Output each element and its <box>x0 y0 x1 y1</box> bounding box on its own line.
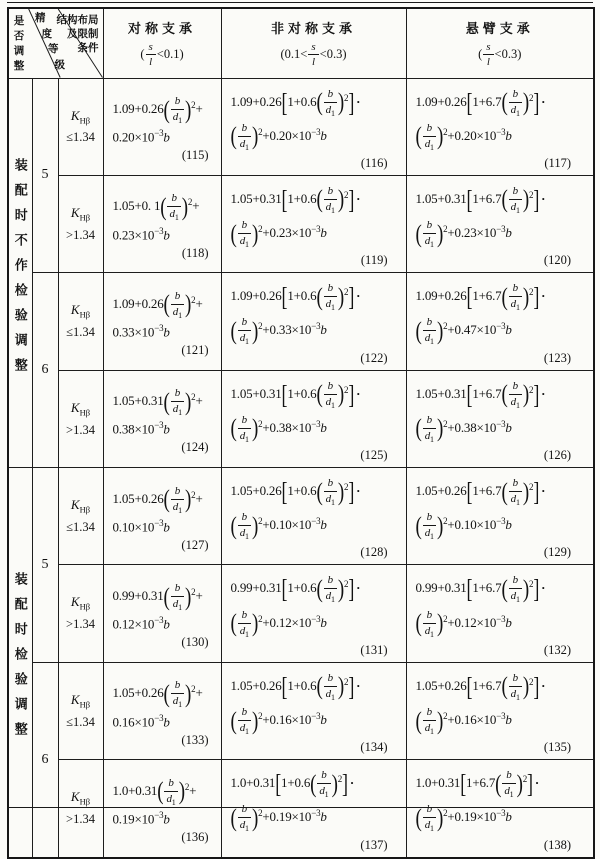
equation-number: (128) <box>360 545 388 560</box>
equation-number: (133) <box>181 732 209 747</box>
column-condition: (0.1< $\frac{s}{l}$ <0.3) <box>280 41 347 69</box>
table-row <box>8 273 594 370</box>
table-row <box>8 175 594 272</box>
equation-number: (117) <box>544 155 571 170</box>
equation-number: (130) <box>181 635 209 650</box>
header-corner-cell <box>8 8 103 78</box>
formula-cell: 0.99+0.31( $\frac{b}{d_1}$ )$^2$+ $0.12\times 10^{-3}b$ (130) <box>103 565 221 662</box>
equation-number: (134) <box>360 740 388 755</box>
grade-cell: 5 <box>32 78 58 273</box>
formula-cell: 1.0+0.31[1+6.7( $\frac{b}{d_1}$ )$^2$] · ( $\frac{b}{d_1}$ )$^2+0.19\times 10^{-3}b$ (138) <box>406 760 594 858</box>
equation-number: (119) <box>360 253 388 268</box>
equation-number: (124) <box>181 440 209 455</box>
equation-number: (131) <box>360 642 388 657</box>
formula-cell: 1.09+0.26( $\frac{b}{d_1}$ )$^2$+ $0.33\times 10^{-3}b$ (121) <box>103 273 221 370</box>
formula-cell: 1.0+0.31( $\frac{b}{d_1}$ )$^2$+ $0.19\times 10^{-3}b$ (136) <box>103 760 221 858</box>
formula-cell: 1.05+0.26[1+6.7( $\frac{b}{d_1}$ )$^2$] · ( $\frac{b}{d_1}$ )$^2+0.16\times 10^{-3}b$ (135) <box>406 662 594 759</box>
equation-number: (125) <box>360 448 388 462</box>
grade-cell: 6 <box>32 662 58 857</box>
column-header-asymmetric <box>221 8 406 78</box>
equation-number: (136) <box>181 829 209 844</box>
formula-cell: 1.05+0.26( $\frac{b}{d_1}$ )$^2$+ $0.10\times 10^{-3}b$ (127) <box>103 468 221 565</box>
formula-cell: 1.09+0.26[1+6.7( $\frac{b}{d_1}$ )$^2$] · ( $\frac{b}{d_1}$ )$^2+0.20\times 10^{-3}b$ (117) <box>406 78 594 175</box>
grade-cell: 6 <box>32 273 58 468</box>
condition-cell: $K_{H\beta}$ ≤1.34 <box>58 273 103 370</box>
formula-cell: 1.09+0.26[1+0.6( $\frac{b}{d_1}$ )$^2$] · ( $\frac{b}{d_1}$ )$^2+0.33\times 10^{-3}b$ (122) <box>221 273 406 370</box>
formula-cell: 1.05+0.26( $\frac{b}{d_1}$ )$^2$+ $0.16\times 10^{-3}b$ (133) <box>103 662 221 759</box>
condition-cell: $K_{H\beta}$ >1.34 <box>58 565 103 662</box>
table-row <box>8 662 594 759</box>
formula-cell: 1.05+0.26[1+0.6( $\frac{b}{d_1}$ )$^2$] · ( $\frac{b}{d_1}$ )$^2+0.10\times 10^{-3}b$ (128) <box>221 468 406 565</box>
column-condition: ( $\frac{s}{l}$ <0.1) <box>140 41 184 69</box>
equation-number: (126) <box>543 448 571 462</box>
table-row <box>8 468 594 565</box>
header-row <box>8 8 594 78</box>
group-label: 装配时不作检验调整 <box>8 78 32 468</box>
formula-cell: 1.05+0.31[1+0.6( $\frac{b}{d_1}$ )$^2$] · ( $\frac{b}{d_1}$ )$^2+0.23\times 10^{-3}b$ (119) <box>221 175 406 272</box>
table-row <box>8 565 594 662</box>
formula-cell: 0.99+0.31[1+0.6( $\frac{b}{d_1}$ )$^2$] · ( $\frac{b}{d_1}$ )$^2+0.12\times 10^{-3}b$ (131) <box>221 565 406 662</box>
condition-cell: $K_{H\beta}$ ≤1.34 <box>58 468 103 565</box>
equation-number: (132) <box>543 642 571 657</box>
corner-label-condition: 结构布局 及限制 条件 <box>56 15 99 54</box>
equation-number: (120) <box>543 253 571 268</box>
table-row <box>8 760 594 858</box>
corner-label-adjust: 是 否 调 整 <box>13 16 25 72</box>
condition-cell: $K_{H\beta}$ >1.34 <box>58 175 103 272</box>
column-title: 非对称支承 <box>270 21 356 37</box>
formula-cell: 1.05+0.31[1+6.7( $\frac{b}{d_1}$ )$^2$] · ( $\frac{b}{d_1}$ )$^2+0.23\times 10^{-3}b$ (120) <box>406 175 594 272</box>
condition-cell: $K_{H\beta}$ ≤1.34 <box>58 78 103 175</box>
equation-number: (122) <box>360 350 388 365</box>
table-row <box>8 78 594 175</box>
formula-cell: 1.09+0.26( $\frac{b}{d_1}$ )$^2$+ $0.20\times 10^{-3}b$ (115) <box>103 78 221 175</box>
equation-number: (118) <box>181 245 209 260</box>
equation-number: (137) <box>360 837 388 852</box>
formula-cell: 1.09+0.26[1+0.6( $\frac{b}{d_1}$ )$^2$] · ( $\frac{b}{d_1}$ )$^2+0.20\times 10^{-3}b$ (116) <box>221 78 406 175</box>
corner-label-grade: 精 度 等 级 <box>35 13 65 71</box>
group-label: 装配时检验调整 <box>8 468 32 858</box>
formula-table <box>7 7 595 859</box>
formula-cell: 1.05+0.26[1+6.7( $\frac{b}{d_1}$ )$^2$] · ( $\frac{b}{d_1}$ )$^2+0.10\times 10^{-3}b$ (129) <box>406 468 594 565</box>
formula-cell: 0.99+0.31[1+6.7( $\frac{b}{d_1}$ )$^2$] · ( $\frac{b}{d_1}$ )$^2+0.12\times 10^{-3}b$ (132) <box>406 565 594 662</box>
equation-number: (127) <box>181 537 209 552</box>
column-condition: ( $\frac{s}{l}$ <0.3) <box>478 41 522 69</box>
condition-cell: $K_{H\beta}$ ≤1.34 <box>58 662 103 759</box>
equation-number: (135) <box>543 740 571 755</box>
equation-number: (121) <box>181 343 209 358</box>
equation-number: (123) <box>543 350 571 365</box>
column-title: 对称支承 <box>127 21 196 37</box>
equation-number: (115) <box>181 148 209 163</box>
formula-cell: 1.05+0.26[1+0.6( $\frac{b}{d_1}$ )$^2$] · ( $\frac{b}{d_1}$ )$^2+0.16\times 10^{-3}b$ (134) <box>221 662 406 759</box>
equation-number: (129) <box>543 545 571 560</box>
condition-cell: $K_{H\beta}$ >1.34 <box>58 370 103 467</box>
condition-cell: $K_{H\beta}$ >1.34 <box>58 760 103 858</box>
formula-cell: 1.0+0.31[1+0.6( $\frac{b}{d_1}$ )$^2$] · ( $\frac{b}{d_1}$ )$^2+0.19\times 10^{-3}b$ (137) <box>221 760 406 858</box>
column-title: 悬臂支承 <box>465 21 534 37</box>
formula-cell: 1.05+0.31[1+0.6( $\frac{b}{d_1}$ )$^2$] · ( $\frac{b}{d_1}$ )$^2+0.38\times 10^{-3}b$ (125) <box>221 370 406 467</box>
equation-number: (116) <box>360 155 388 170</box>
formula-cell: 1.05+0.31( $\frac{b}{d_1}$ )$^2$+ $0.38\times 10^{-3}b$ (124) <box>103 370 221 467</box>
table-row <box>8 370 594 467</box>
column-header-cantilever <box>406 8 594 78</box>
grade-cell: 5 <box>32 468 58 663</box>
formula-cell: 1.09+0.26[1+6.7( $\frac{b}{d_1}$ )$^2$] · ( $\frac{b}{d_1}$ )$^2+0.47\times 10^{-3}b$ (123) <box>406 273 594 370</box>
formula-cell: 1.05+0.31[1+6.7( $\frac{b}{d_1}$ )$^2$] · ( $\frac{b}{d_1}$ )$^2+0.38\times 10^{-3}b$ (126) <box>406 370 594 467</box>
column-header-symmetric <box>103 8 221 78</box>
equation-number: (138) <box>543 837 571 852</box>
formula-cell: 1.05+0. 1( $\frac{b}{d_1}$ )$^2$+ $0.23\times 10^{-3}b$ (118) <box>103 175 221 272</box>
